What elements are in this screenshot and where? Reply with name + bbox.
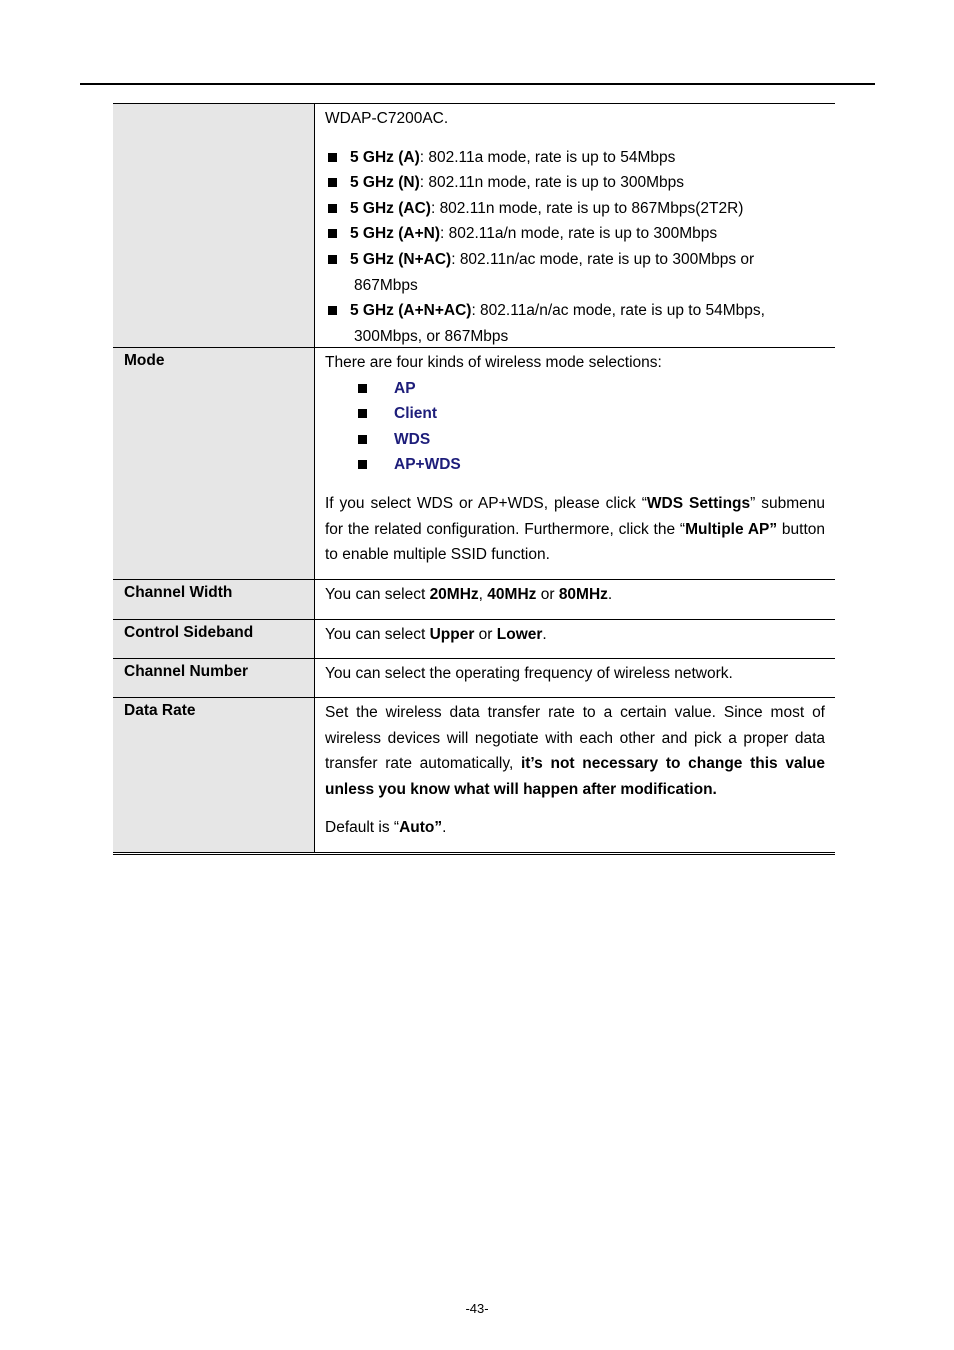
channel-width-description: You can select 20MHz, 40MHz or 80MHz. bbox=[325, 586, 613, 603]
square-bullet-icon bbox=[328, 229, 337, 238]
square-bullet-icon bbox=[328, 204, 337, 213]
table-row-band bbox=[113, 104, 835, 348]
row-label: Data Rate bbox=[113, 698, 315, 852]
settings-table bbox=[113, 103, 835, 855]
table-row-channel-number bbox=[113, 659, 835, 698]
table-row-data-rate bbox=[113, 698, 835, 852]
list-item: 5 GHz (N): 802.11n mode, rate is up to 300Mbps bbox=[325, 170, 825, 196]
list-item: AP+WDS bbox=[325, 452, 825, 478]
row-label: Channel Number bbox=[113, 659, 315, 697]
table-row-mode bbox=[113, 348, 835, 580]
square-bullet-icon bbox=[328, 178, 337, 187]
control-sideband-description: You can select Upper or Lower. bbox=[325, 626, 547, 643]
row-label: Mode bbox=[113, 348, 315, 579]
list-item: 5 GHz (A+N+AC): 802.11a/n/ac mode, rate is up to 54Mbps, 300Mbps, or 867Mbps bbox=[325, 298, 825, 349]
square-bullet-icon bbox=[358, 384, 367, 393]
row-label: Control Sideband bbox=[113, 620, 315, 658]
row-label: Channel Width bbox=[113, 580, 315, 619]
square-bullet-icon bbox=[358, 435, 367, 444]
list-item: Client bbox=[325, 401, 825, 427]
header-rule bbox=[80, 83, 875, 85]
row-label-empty bbox=[113, 104, 315, 347]
table-row-control-sideband bbox=[113, 620, 835, 659]
square-bullet-icon bbox=[328, 153, 337, 162]
band-description bbox=[315, 104, 835, 347]
list-item: WDS bbox=[325, 427, 825, 453]
square-bullet-icon bbox=[358, 460, 367, 469]
list-item: 5 GHz (N+AC): 802.11n/ac mode, rate is up to 300Mbps or 867Mbps bbox=[325, 247, 825, 298]
list-item: 5 GHz (A): 802.11a mode, rate is up to 54Mbps bbox=[325, 145, 825, 171]
channel-number-description: You can select the operating frequency of wireless network. bbox=[325, 665, 733, 682]
list-item: AP bbox=[325, 376, 825, 402]
square-bullet-icon bbox=[328, 306, 337, 315]
data-rate-description: Set the wireless data transfer rate to a certain value. Since most of wireless devices will negotiate with each other and pick a proper data transfer rate automatically, it’s not necessary to change this value unless you know what will happen after modification. Default is “Auto”. bbox=[325, 704, 825, 837]
model-text: WDAP-C7200AC. bbox=[325, 110, 449, 127]
list-item: 5 GHz (AC): 802.11n mode, rate is up to 867Mbps(2T2R) bbox=[325, 196, 825, 222]
square-bullet-icon bbox=[358, 409, 367, 418]
mode-note: If you select WDS or AP+WDS, please click “WDS Settings” submenu for the related configuration. Furthermore, click the “Multiple AP” button to enable multiple SSID function. bbox=[325, 494, 825, 564]
square-bullet-icon bbox=[328, 255, 337, 264]
mode-description: There are four kinds of wireless mode selections: AP Client WDS AP+WDS If you select WDS or AP+WDS, please click “WDS Settings” submenu for the related configuration. Furthermore, click the “Multiple AP” button to enable multiple SSID function. bbox=[315, 348, 835, 579]
list-item: 5 GHz (A+N): 802.11a/n mode, rate is up to 300Mbps bbox=[325, 221, 825, 247]
table-row-channel-width bbox=[113, 580, 835, 620]
page-number: -43- bbox=[465, 1301, 489, 1316]
